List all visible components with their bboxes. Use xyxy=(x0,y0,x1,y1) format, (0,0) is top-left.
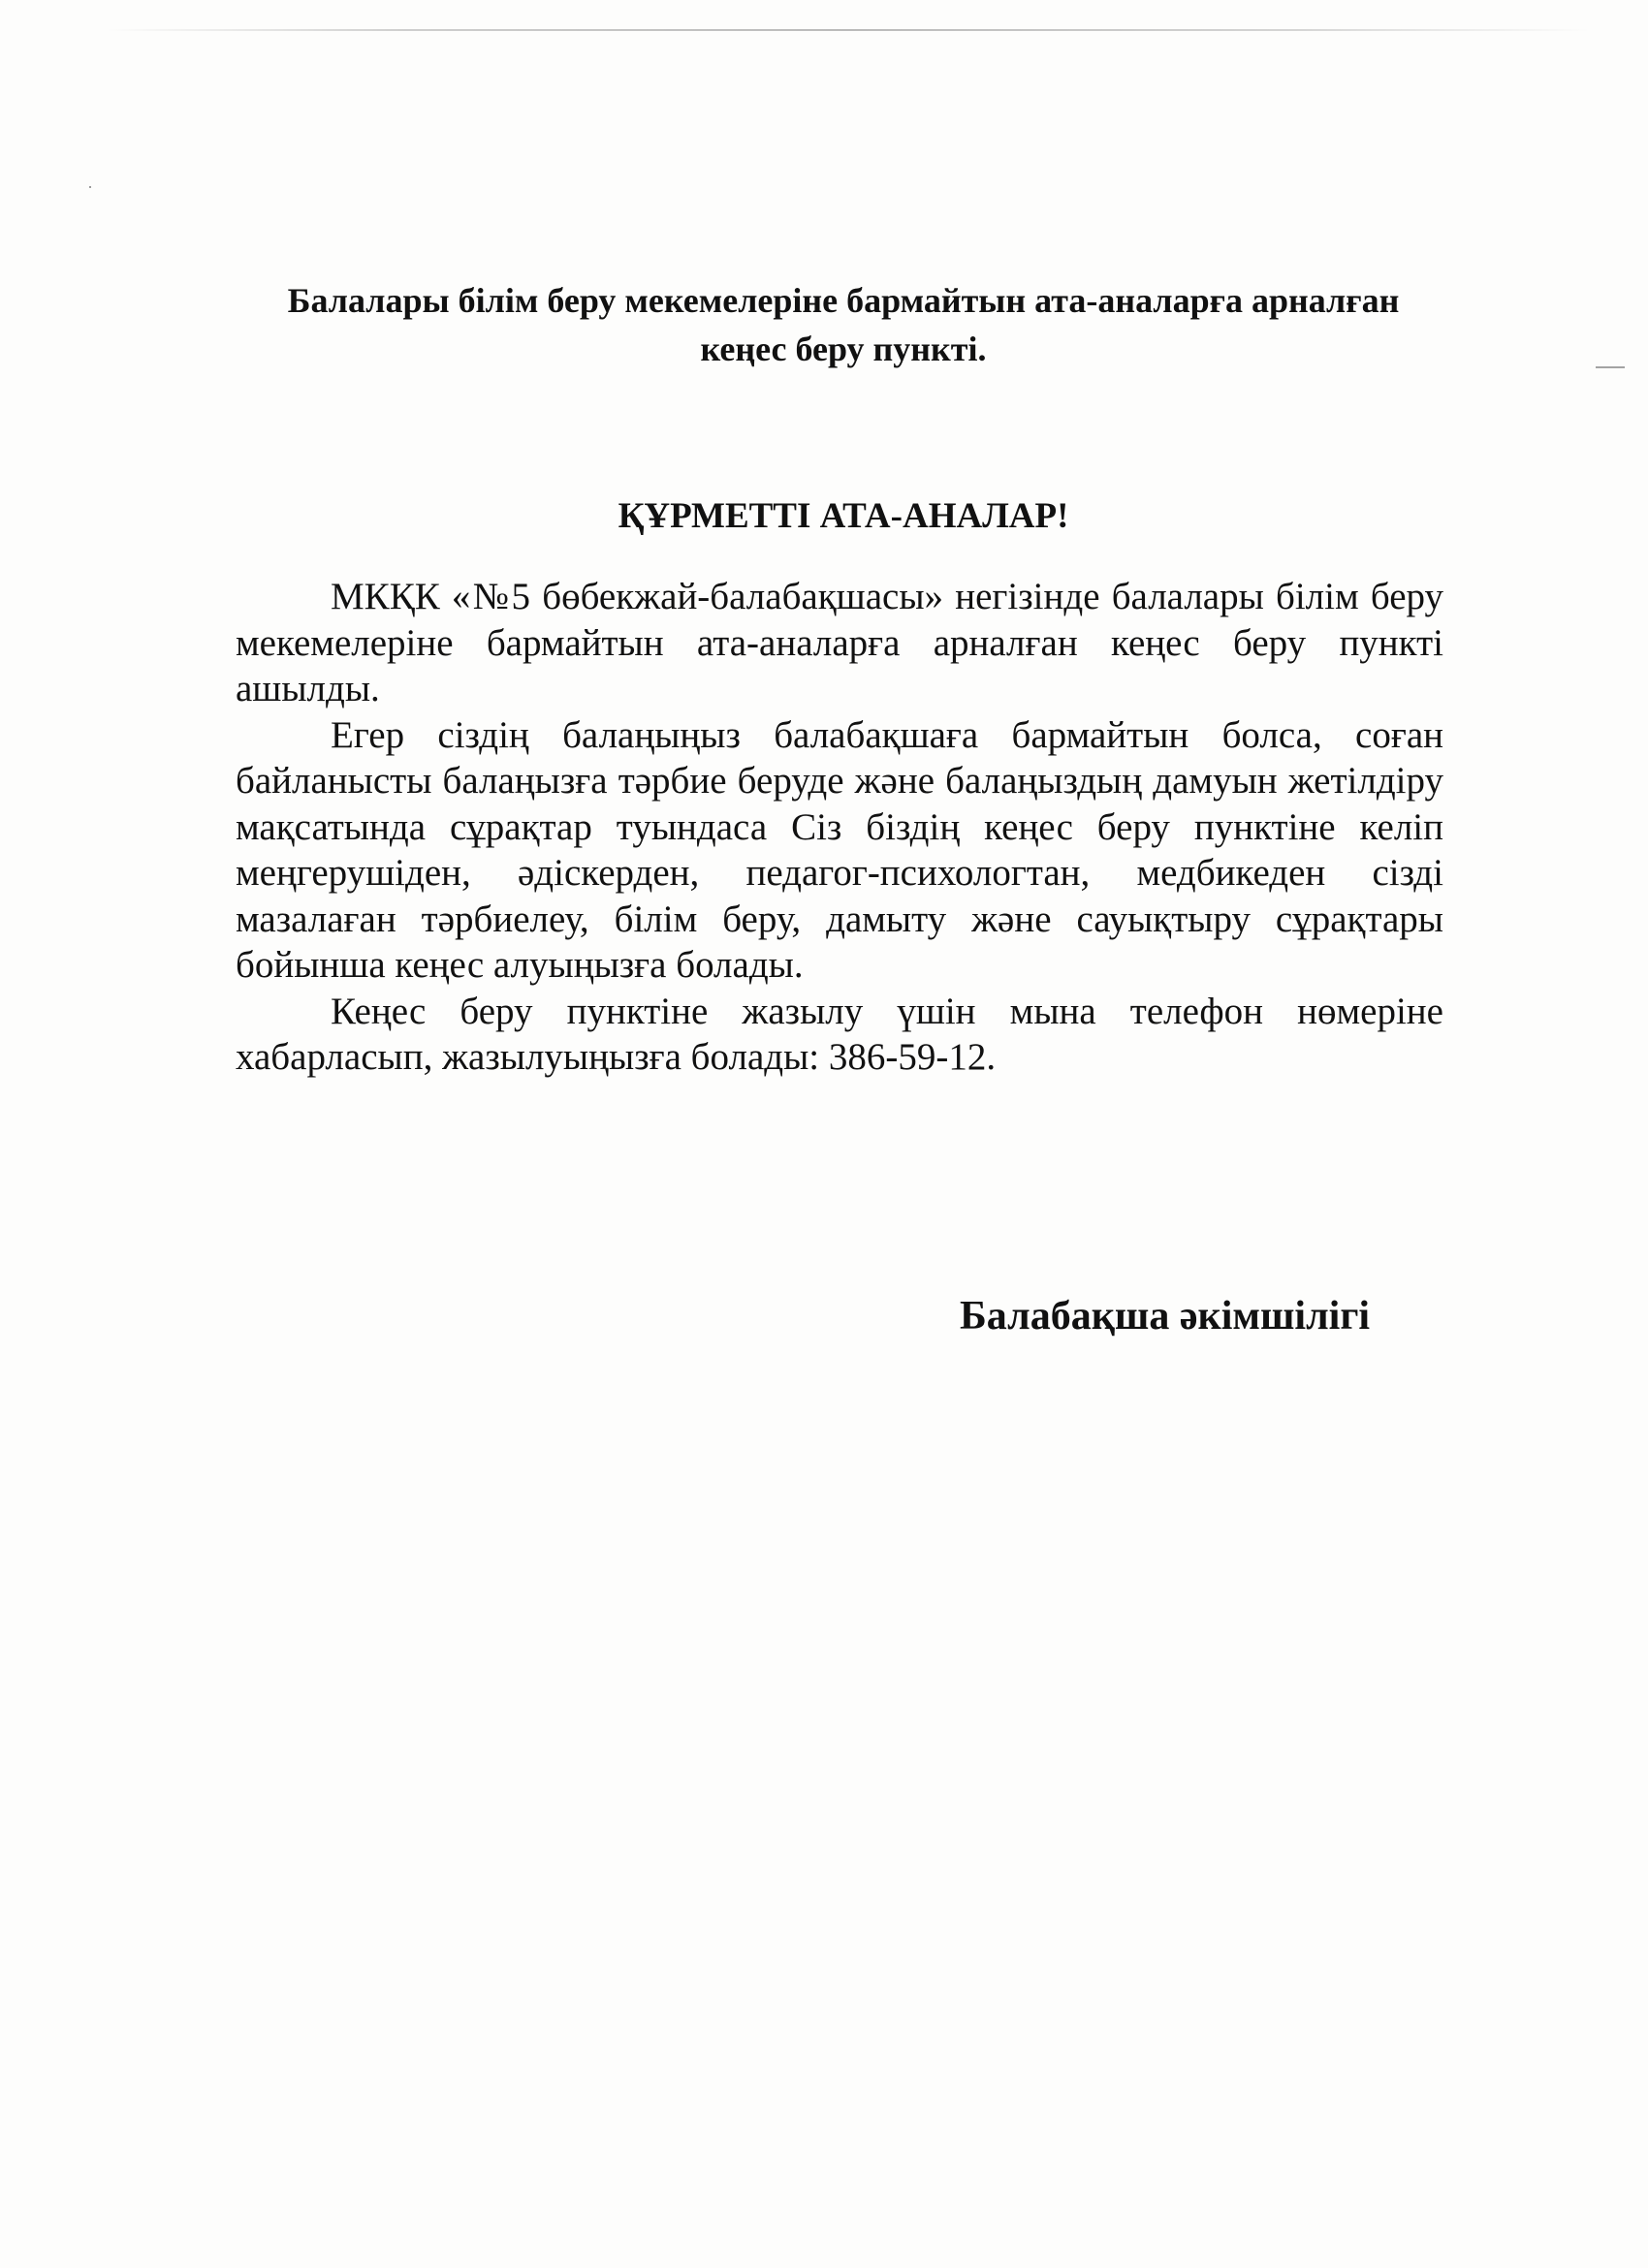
paragraph-intro: МКҚК «№5 бөбекжай-балабақшасы» негізінде балалары білім беру мекемелеріне бармайтын ата-аналарға арналған кеңес беру пункті ашылды. xyxy=(236,576,1443,709)
document-body xyxy=(236,574,1443,1081)
scan-artifact-dash xyxy=(1596,366,1625,368)
greeting-heading: ҚҰРМЕТТІ АТА-АНАЛАР! xyxy=(618,496,1069,536)
paragraph-consultation: Егер сіздің балаңыңыз балабақшаға бармайтын болса, соған байланысты балаңызға тәрбие беруде және балаңыздың дамуын жетілдіру мақсатында сұрақтар туындаса Сіз біздің кеңес беру пунктіне келіп меңгерушіден, әдіскерден, педагог-психологтан, медбикеден сізді мазалаған тәрбиелеу, білім беру, дамыту және сауықтыру сұрақтары бойынша кеңес алуыңызға болады. xyxy=(236,713,1443,986)
document-title: Балалары білім беру мекемелеріне бармайтын ата-аналарға арналған кеңес беру пункті. xyxy=(287,281,1400,368)
scan-artifact-dot xyxy=(89,186,91,188)
scan-artifact-line xyxy=(107,29,1590,31)
signature: Балабақша әкімшілігі xyxy=(960,1294,1371,1339)
paragraph-contact: Кеңес беру пунктіне жазылу үшін мына телефон нөмеріне хабарласып, жазылуыңызға болады: 386-59-12. xyxy=(236,990,1443,1078)
